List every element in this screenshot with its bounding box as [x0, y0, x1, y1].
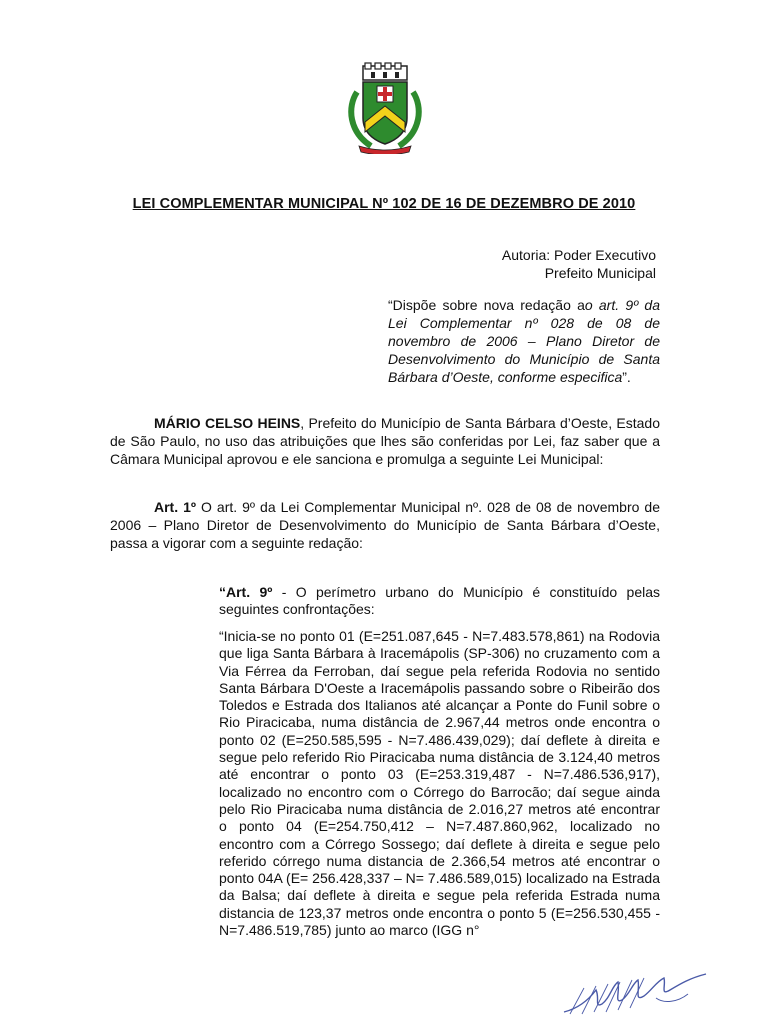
authorship-block	[356, 246, 656, 282]
article-9-body: “Inicia-se no ponto 01 (E=251.087,645 - N=7.483.578,861) na Rodovia que liga Santa Bárbara à Iracemápolis (SP-306) no cruzamento com a Via Férrea da Ferroban, daí segue pela referida Rodovia no sentido Santa Bárbara D'Oeste a Iracemápolis passando sobre o Ribeirão dos Toledos e Estrada dos Italianos até alcançar a Ponte do Funil sobre o Rio Piracicaba, numa distância de 2.967,44 metros onde encontra o ponto 02 (E=250.585,595 - N=7.486.439,029); daí deflete à direita e segue pelo referido Rio Piracicaba numa distância de 3.124,40 metros até encontrar o ponto 03 (E=253.319,487 - N=7.486.536,917), localizado no encontro com o Córrego do Barrocão; daí segue ainda pelo Rio Piracicaba numa distância de 2.016,27 metros até encontrar o ponto 04 (E=254.750,412 – N=7.487.860,962, localizado no encontro com a Córrego Sossego; daí deflete à direita e segue pelo referido córrego numa distancia de 2.366,54 metros até encontrar o ponto 04A (E= 256.428,337 – N= 7.486.589,015) localizado na Estrada da Balsa; daí deflete à direita e segue pela referida Estrada numa distancia de 123,37 metros onde encontra o ponto 5 (E=256.530,455 - N=7.486.519,785) junto ao marco (IGG n°	[219, 628, 660, 939]
law-title: LEI COMPLEMENTAR MUNICIPAL Nº 102 DE 16 DE DEZEMBRO DE 2010	[132, 196, 636, 212]
mayor-name: MÁRIO CELSO HEINS	[154, 415, 301, 431]
coat-of-arms-icon	[345, 62, 425, 154]
author-line-2: Prefeito Municipal	[544, 265, 656, 281]
preamble-text: , Prefeito do Município de Santa Bárbara d’Oeste, Estado de São Paulo, no uso das atribuições que lhes são conferidas por Lei, faz saber que a Câmara Municipal aprovou e ele sanciona e promulga a seguinte Lei Municipal:	[110, 415, 660, 467]
ementa-prefix: “Dispõe sobre nova redação a	[388, 297, 585, 313]
article-1-text: O art. 9º da Lei Complementar Municipal nº. 028 de 08 de novembro de 2006 – Plano Diretor de Desenvolvimento do Município de Santa Bárbara d’Oeste, passa a vigorar com a seguinte redação:	[110, 499, 660, 551]
signature-icon	[560, 968, 710, 1018]
author-line-1: Autoria: Poder Executivo	[501, 247, 656, 263]
ementa-italic: o art. 9º da Lei Complementar nº 028 de 08 de novembro de 2006 – Plano Diretor de Desenvolvimento do Município de Santa Bárbara d’Oeste, conforme especifica	[388, 297, 661, 385]
preamble-paragraph	[110, 414, 660, 468]
ementa	[388, 296, 660, 386]
ementa-suffix: ”.	[622, 369, 631, 385]
article-9-heading	[219, 584, 660, 619]
article-9-text: - O perímetro urbano do Município é constituído pelas seguintes confrontações:	[219, 584, 660, 618]
article-9-label: “Art. 9º	[219, 584, 273, 600]
article-1-paragraph	[110, 498, 660, 552]
article-1-label: Art. 1º	[154, 499, 197, 515]
